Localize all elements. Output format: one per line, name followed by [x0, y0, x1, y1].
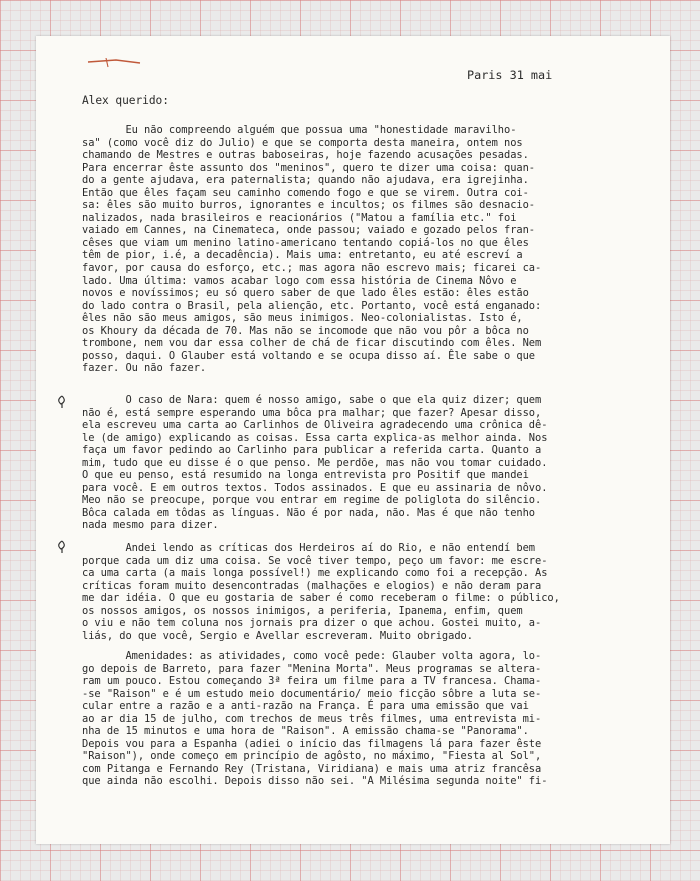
text-line: chamando de Mestres e outras baboseiras, hoje fazendo acusações pesadas.: [82, 149, 529, 162]
text-line: Depois vou para a Espanha (adiei o início das filmagens lá para fazer êste: [82, 737, 542, 750]
dateline: Paris 31 mai: [467, 68, 553, 82]
text-line: Então que êles façam seu caminho comendo fogo e que se virem. Outra coi-: [82, 186, 529, 199]
text-line: ela escreveu uma carta ao Carlinhos de Oliveira agradecendo uma crônica dê-: [82, 419, 548, 432]
text-line: le (de amigo) explicando as coisas. Essa carta explica-as melhor ainda. Nos: [82, 431, 548, 444]
text-line: cular entre a razão e a anti-razão na França. É para uma emissão que vai: [82, 700, 529, 713]
text-line: críticas foram muito desencontradas (malhações e elogios) e não deram para: [82, 579, 542, 592]
text-line: nha de 15 minutos e uma hora de "Raison". A emissão chama-se "Panorama".: [82, 725, 529, 738]
text-line: vaiado em Cannes, na Cinemateca, onde passou; vaiado e gozado pelos fran-: [82, 224, 536, 237]
text-line: Meo não se preocupe, porque vou entrar em regime de poliglota do silêncio.: [82, 494, 542, 507]
text-line: Bôca calada em tôdas as línguas. Não é por nada, não. Mas é que não tenho: [82, 506, 536, 519]
text-line: do a gente ajudava, era paternalista; quando não ajudava, era igrejinha.: [82, 174, 529, 187]
text-line: ram um pouco. Estou começando 3ª feira um filme para a TV francesa. Chama-: [82, 675, 542, 688]
text-line: go depois de Barreto, para fazer "Menina Morta". Meus programas se altera-: [82, 662, 542, 675]
pen-mark: [86, 58, 142, 68]
text-line: nalizados, nada brasileiros e reacionários ("Matou a família etc." foi: [82, 211, 517, 224]
text-line: faça um favor pedindo ao Carlinho para publicar a referida carta. Quanto a: [82, 444, 542, 457]
text-line: do lado contra o Brasil, pela alienção, etc. Portanto, você está enganado:: [82, 299, 542, 312]
paragraph-1: [82, 124, 672, 375]
paragraph-4: [82, 650, 672, 788]
text-line: que ainda não escolhi. Depois disso não sei. "A Milésima segunda noite" fi-: [82, 775, 548, 788]
text-line: com Pitanga e Fernando Rey (Tristana, Viridiana) e mais uma atriz francêsa: [82, 762, 542, 775]
text-line: porque cada um diz uma coisa. Se você tiver tempo, peço um favor: me escre-: [82, 554, 548, 567]
text-line: Para encerrar êste assunto dos "meninos", quero te dizer uma coisa: quan-: [82, 161, 536, 174]
text-line: mim, tudo que eu disse é o que penso. Me perdõe, mas não vou tomar cuidado.: [82, 456, 548, 469]
text-line: para você. E em outros textos. Todos assinados. E que eu assinaria de nôvo.: [82, 481, 548, 494]
text-line: trombone, nem vou dar essa colher de chá de ficar discutindo com êles. Nem: [82, 337, 542, 350]
margin-mark: [55, 540, 69, 554]
text-line: ca uma carta (a mais longa possível!) me explicando como foi a recepção. As: [82, 567, 548, 580]
text-line: cêses que viam um menino latino-americano tentando copiá-los no que êles: [82, 236, 529, 249]
paragraph-3: [82, 542, 672, 642]
text-line: "Raison"), onde começo em princípio de agôsto, no máximo, "Fiesta al Sol",: [82, 750, 542, 763]
text-line: os Khoury da década de 70. Mas não se incomode que não vou pôr a bôca no: [82, 324, 529, 337]
text-line: lado. Uma última: vamos acabar logo com essa história de Cinema Nôvo e: [82, 274, 517, 287]
text-line: novos e novíssimos; eu só quero saber de que lado êles estão: êles estão: [82, 287, 529, 300]
text-line: sa" (como você diz do Julio) e que se comporta desta maneira, ontem nos: [82, 136, 523, 149]
text-line: êles não são meus amigos, são meus inimigos. Neo-colonialistas. Isto é,: [82, 312, 523, 325]
text-line: Andei lendo as críticas dos Herdeiros aí do Rio, e não entendí bem: [82, 542, 536, 554]
text-line: sa: êles são muito burros, ignorantes e incultos; os filmes são desnacio-: [82, 199, 536, 212]
text-line: nada mesmo para dizer.: [82, 519, 219, 532]
text-line: o viu e não tem coluna nos jornais pra dizer o que achou. Gostei muito, a-: [82, 617, 542, 630]
text-line: Amenidades: as atividades, como você pede: Glauber volta agora, lo-: [82, 650, 542, 662]
text-line: me dar idéia. O que eu gostaria de saber é como receberam o filme: o público,: [82, 592, 560, 605]
text-line: O que eu penso, está resumido na longa entrevista pro Positif que mandei: [82, 469, 529, 482]
text-line: O caso de Nara: quem é nosso amigo, sabe o que ela quiz dizer; quem: [82, 394, 542, 406]
text-line: os nossos amigos, os nossos inimigos, a periferia, Ipanema, enfim, quem: [82, 604, 523, 617]
text-line: posso, daqui. O Glauber está voltando e se ocupa disso aí. Êle sabe o que: [82, 349, 536, 362]
text-line: favor, por causa do esforço, etc.; mas agora não escrevo mais; ficarei ca-: [82, 262, 542, 275]
text-line: liás, do que você, Sergio e Avellar escreveram. Muito obrigado.: [82, 629, 473, 642]
paragraph-2: [82, 394, 672, 532]
salutation: Alex querido:: [82, 94, 169, 107]
text-line: -se "Raison" e é um estudo meio documentário/ meio ficção sôbre a luta se-: [82, 687, 542, 700]
text-line: ao ar dia 15 de julho, com trechos de meus três filmes, uma entrevista mi-: [82, 712, 542, 725]
text-line: não é, está sempre esperando uma bôca pra malhar; que fazer? Apesar disso,: [82, 406, 542, 419]
text-line: têm de pior, i.é, a decadência). Mais uma: entretanto, eu até escreví a: [82, 249, 523, 262]
text-line: Eu não compreendo alguém que possua uma "honestidade maravilho-: [82, 124, 517, 136]
text-line: fazer. Ou não fazer.: [82, 362, 207, 375]
margin-mark: [55, 395, 69, 409]
